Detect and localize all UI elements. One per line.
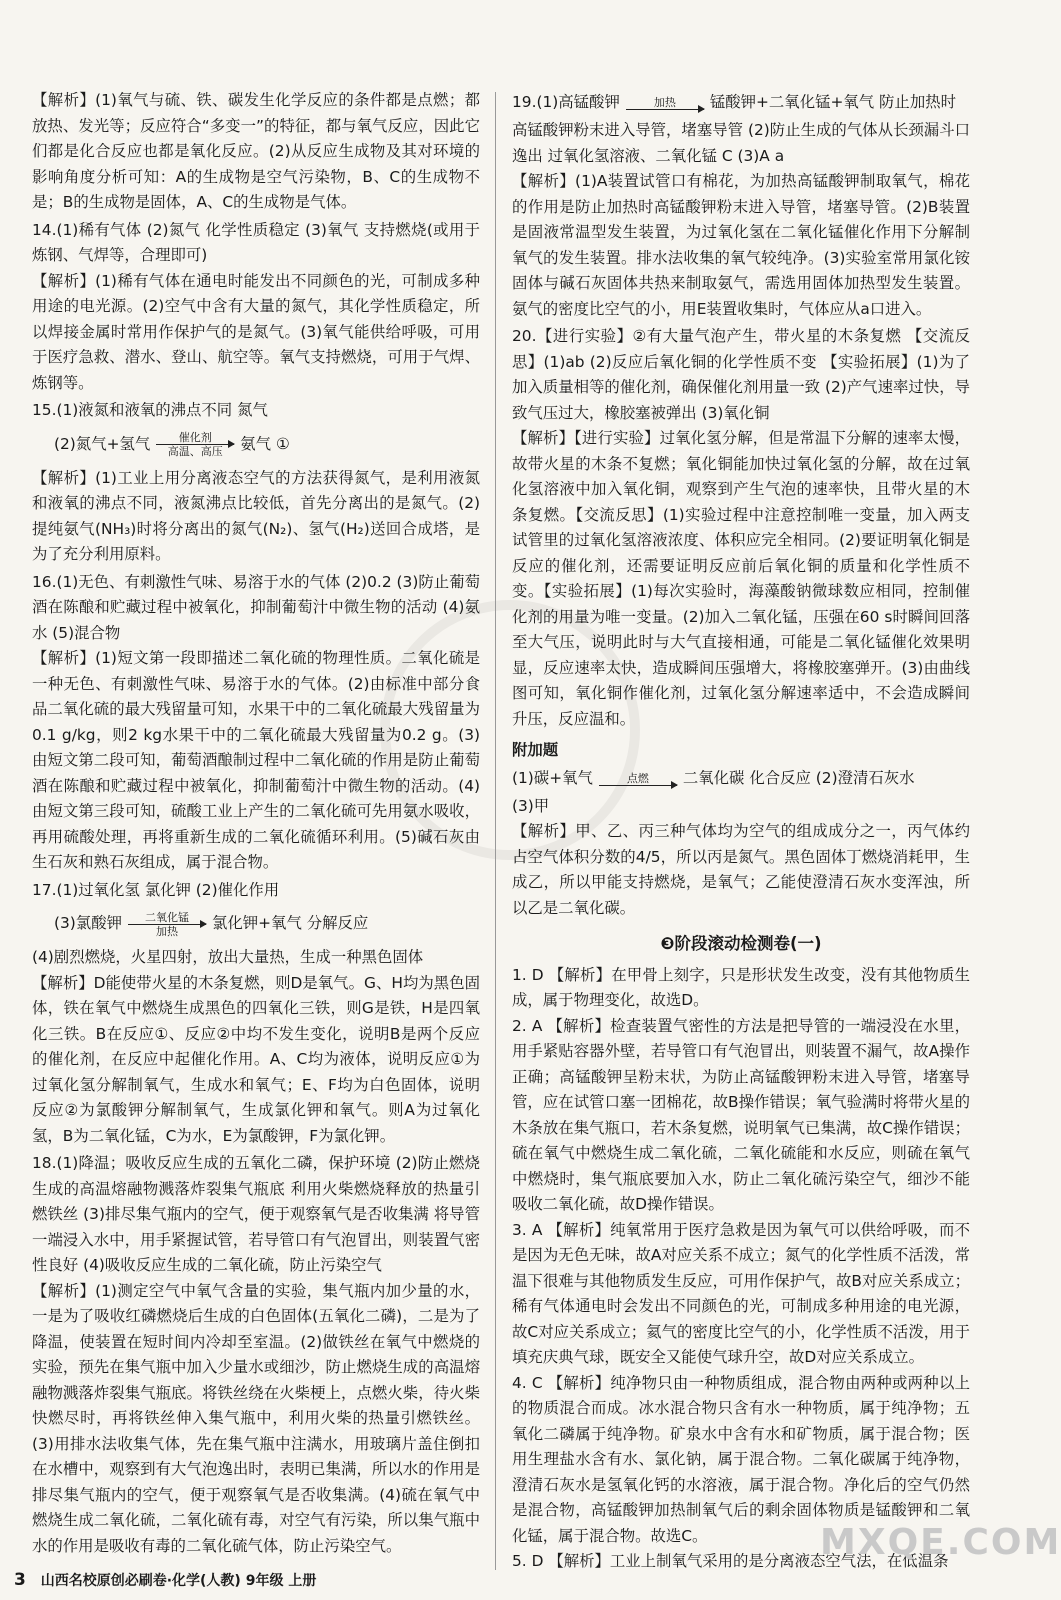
analysis-20: 【解析】【进行实验】过氧化氢分解，但是常温下分解的速率太慢，故带火星的木条不复燃；氧化铜能加快过氧化氢的分解，故在过氧化氢溶液中加入氧化铜，观察到产生气泡的速率快，且带火星的木条复燃。【交流反思】(1)实验过程中注意控制唯一变量，加入两支试管里的过氧化氢溶液浓度、体积应完全相同。(2)要证明氧化铜是反应的催化剂，还需要证明反应前后氧化铜的质量和化学性质不变。【实验拓展】(1)每次实验时，海藻酸钠微球数应相同，控制催化剂的用量为唯一变量。(2)加入二氧化锰，压强在60 s时瞬间回落至大气压，说明此时与大气直接相通，可能是二氧化锰催化效果明显，反应速率太快，造成瞬间压强增大，将橡胶塞弹开。(3)由曲线图可知，氧化铜作催化剂，过氧化氢分解速率适中，不会造成瞬间升压，反应温和。 xyxy=(512,429,970,728)
right-column xyxy=(512,88,970,1575)
answer-17: 17.(1)过氧化氢 氯化钾 (2)催化作用 xyxy=(32,880,280,899)
equation-17 xyxy=(32,903,480,945)
arrow-top-label: 加热 xyxy=(653,96,676,109)
equation-19 xyxy=(512,88,970,118)
answer-1: 1. D 【解析】在甲骨上刻字，只是形状发生改变，没有其他物质生成，属于物理变化，故选D。 xyxy=(512,965,970,1009)
reaction-arrow xyxy=(156,431,234,458)
column-divider xyxy=(495,92,496,1570)
reaction-arrow xyxy=(626,96,704,110)
reaction-arrow xyxy=(599,772,677,786)
extra-question-title: 附加题 xyxy=(512,741,559,759)
reaction-arrow xyxy=(128,911,206,938)
eq-reactants: 19.(1)高锰酸钾 xyxy=(512,93,620,112)
site-watermark: MXQE.COM xyxy=(820,1522,1061,1563)
answer-19: 高锰酸钾粉末进入导管，堵塞导管 (2)防止生成的气体从长颈漏斗口逸出 过氧化氢溶液、二氧化锰 C (3)A a xyxy=(512,121,970,165)
analysis-15: 【解析】(1)工业上用分离液态空气的方法获得氮气，是利用液氮和液氧的沸点不同，液氮沸点比较低，首先分离出的是氮气。(2)提纯氨气(NH₃)时将分离出的氮气(N₂)、氢气(H₂)送回合成塔，是为了充分利用原料。 xyxy=(32,468,480,563)
answer-14: 14.(1)稀有气体 (2)氮气 化学性质稳定 (3)氧气 支持燃烧(或用于炼钢、气焊等，合理即可) xyxy=(32,220,480,264)
arrow-top-label: 二氧化锰 xyxy=(144,910,189,924)
page-footer xyxy=(14,1568,316,1595)
answer-2: 2. A 【解析】检查装置气密性的方法是把导管的一端浸没在水里，用手紧贴容器外壁，若导管口有气泡冒出，则装置不漏气，故A操作正确；高锰酸钾呈粉末状，为防止高锰酸钾粉末进入导管，堵塞导管，应在试管口塞一团棉花，故B操作错误；氧气验满时将带火星的木条放在集气瓶口，若木条复燃，说明氧气已集满，故C操作错误；硫在氧气中燃烧生成二氧化硫，二氧化硫能和水反应，则硫在氧气中燃烧时，集气瓶底要加入水，防止二氧化硫污染空气，细沙不能吸收二氧化硫，故D操作错误。 xyxy=(512,1016,970,1213)
answer-extra: (3)甲 xyxy=(512,796,550,815)
answer-5: 5. D 【解析】工业上制氧气采用的是分离液态空气法，在低温条 xyxy=(512,1552,949,1570)
eq-products: 氯化钾+氧气 分解反应 xyxy=(211,914,369,933)
answer-18: 18.(1)降温；吸收反应生成的五氧化二磷，保护环境 (2)防止燃烧生成的高温熔融物溅落炸裂集气瓶底 利用火柴燃烧释放的热量引燃铁丝 (3)排尽集气瓶内的空气，便于观察氧气是否收集满 将导管一端浸入水中，用手紧握试管，若导管口有气泡冒出，则装置气密性良好 (4)吸收反应生成的二氧化硫，防止污染空气 xyxy=(32,1154,480,1274)
analysis-17: 【解析】D能使带火星的木条复燃，则D是氧气。G、H均为黑色固体，铁在氧气中燃烧生成黑色的四氧化三铁，则G是铁，H是四氧化三铁。B在反应①、反应②中均不发生变化，说明B是两个反应的催化剂，在反应中起催化作用。A、C均为液体，说明反应①为过氧化氢分解制氧气，生成水和氧气；E、F均为白色固体，说明反应②为氯酸钾分解制氧气，生成氯化钾和氧气。则A为过氧化氢，B为二氧化锰，C为水，E为氯酸钾，F为氯化钾。 xyxy=(32,973,480,1145)
analysis-16: 【解析】(1)短文第一段即描述二氧化硫的物理性质。二氧化硫是一种无色、有刺激性气味、易溶于水的气体。(2)由标准中部分食品二氧化硫的最大残留量可知，水果干中的二氧化硫最大残留量为0.1 g/kg，则2 kg水果干中的二氧化硫最大残留量为0.2 g。(3)由短文第二段可知，葡萄酒酿制过程中二氧化硫的作用是防止葡萄酒在陈酿和贮藏过程中被氧化，抑制葡萄汁中微生物的活动。(4)由短文第三段可知，硫酸工业上产生的二氧化硫可先用氨水吸收，再用硫酸处理，再将重新生成的二氧化硫循环利用。(5)碱石灰由生石灰和熟石灰组成，属于混合物。 xyxy=(32,649,480,871)
answer-15: 15.(1)液氮和液氧的沸点不同 氮气 xyxy=(32,401,268,419)
analysis-14: 【解析】(1)稀有气体在通电时能发出不同颜色的光，可制成多种用途的电光源。(2)空气中含有大量的氮气，其化学性质稳定，所以焊接金属时常用作保护气的是氮气。(3)氧气能供给呼吸，可用于医疗急救、潜水、登山、航空等。氧气支持燃烧，可用于气焊、炼钢等。 xyxy=(32,271,480,392)
answer-4: 4. C 【解析】纯净物只由一种物质组成，混合物由两种或两种以上的物质混合而成。冰水混合物只含有水一种物质，属于纯净物；五氧化二磷属于纯净物。矿泉水中含有水和矿物质，属于混合物；医用生理盐水含有水、氯化钠，属于混合物。二氧化碳属于纯净物，澄清石灰水是氢氧化钙的水溶液，属于混合物。净化后的空气仍然是混合物，高锰酸钾加热制氧气后的剩余固体物质是锰酸钾和二氧化锰，属于混合物。故选C。 xyxy=(512,1373,970,1545)
left-column xyxy=(32,88,480,1559)
analysis-19: 【解析】(1)A装置试管口有棉花，为加热高锰酸钾制取氧气，棉花的作用是防止加热时高锰酸钾粉末进入导管，堵塞导管。(2)B装置是固液常温型发生装置，为过氧化氢在二氧化锰催化作用下分解制氧气的发生装置。排水法收集的氧气较纯净。(3)实验室常用氯化铵固体与碱石灰固体共热来制取氨气，需选用固体加热型发生装置。氨气的密度比空气的小，用E装置收集时，气体应从a口进入。 xyxy=(512,172,970,318)
eq-products: 二氧化碳 化合反应 (2)澄清石灰水 xyxy=(682,768,915,787)
answer-3: 3. A 【解析】纯氧常用于医疗急救是因为氧气可以供给呼吸，而不是因为无色无味，故A对应关系不成立；氮气的化学性质不活泼，常温下很难与其他物质发生反应，可用作保护气，故B对应关系成立；稀有气体通电时会发出不同颜色的光，可制成多种用途的电光源，故C对应关系成立；氦气的密度比空气的小，化学性质不活泼，用于填充庆典气球，既安全又能使气球升空，故D对应关系成立。 xyxy=(512,1220,970,1366)
eq-products: 锰酸钾+二氧化锰+氧气 防止加热时 xyxy=(709,93,956,112)
eq-products: 氨气 ① xyxy=(240,434,290,453)
answer-17-part4: (4)剧烈燃烧，火星四射，放出大量热，生成一种黑色固体 xyxy=(32,948,424,966)
arrow-top-label: 点燃 xyxy=(626,771,649,785)
arrow-bottom-label: 加热 xyxy=(155,924,178,938)
eq-reactants: (1)碳+氧气 xyxy=(512,768,593,787)
analysis-13: 【解析】(1)氧气与硫、铁、碳发生化学反应的条件都是点燃；都放热、发光等；反应符合“多变一”的特征，都与氧气反应，因此它们都是化合反应也都是氧化反应。(2)从反应生成物及其对环境的影响角度分析可知：A的生成物是空气污染物，B、C的生成物不是；B的生成物是固体，A、C的生成物是气体。 xyxy=(32,91,480,211)
equation-15 xyxy=(32,424,480,466)
analysis-extra: 【解析】甲、乙、丙三种气体均为空气的组成成分之一，丙气体约占空气体积分数的4/5，所以丙是氮气。黑色固体丁燃烧消耗甲，生成乙，所以甲能支持燃烧，是氧气；乙能使澄清石灰水变浑浊，所以乙是二氧化碳。 xyxy=(512,822,970,917)
arrow-top-label: 催化剂 xyxy=(178,431,212,444)
answer-20: 20.【进行实验】②有大量气泡产生，带火星的木条复燃 【交流反思】(1)ab (2)反应后氧化铜的化学性质不变 【实验拓展】(1)为了加入质量相等的催化剂，确保催化剂用量一致 (2)产气速率过快，导致气压过大，橡胶塞被弹出 (3)氧化铜 xyxy=(512,327,970,422)
answer-16: 16.(1)无色、有刺激性气味、易溶于水的气体 (2)0.2 (3)防止葡萄酒在陈酿和贮藏过程中被氧化，抑制葡萄汁中微生物的活动 (4)氨水 (5)混合物 xyxy=(32,572,480,642)
book-title: 山西名校原创必刷卷·化学(人教) 9年级 上册 xyxy=(40,1573,317,1589)
eq-reactants: (2)氮气+氢气 xyxy=(54,434,151,453)
arrow-bottom-label: 高温、高压 xyxy=(167,445,223,458)
eq-reactants: (3)氯酸钾 xyxy=(54,914,122,933)
section-title: ❸阶段滚动检测卷(一) xyxy=(660,934,822,953)
equation-extra xyxy=(512,764,970,794)
analysis-18: 【解析】(1)测定空气中氧气含量的实验，集气瓶内加少量的水，一是为了吸收红磷燃烧后生成的白色固体(五氧化二磷)，二是为了降温，使装置在短时间内冷却至室温。(2)做铁丝在氧气中燃烧的实验，预先在集气瓶中加入少量水或细沙，防止燃烧生成的高温熔融物溅落炸裂集气瓶底。将铁丝绕在火柴梗上，点燃火柴，待火柴快燃尽时，再将铁丝伸入集气瓶中，利用火柴的热量引燃铁丝。(3)用排水法收集气体，先在集气瓶中注满水，用玻璃片盖住倒扣在水槽中，观察到有大气泡逸出时，表明已集满，所以水的作用是排尽集气瓶内的空气，便于观察氧气是否收集满。(4)硫在氧气中燃烧生成二氧化硫，二氧化硫有毒，对空气有污染，所以集气瓶中水的作用是吸收有毒的二氧化硫气体，防止污染空气。 xyxy=(32,1281,480,1555)
page-number: 3 xyxy=(14,1570,26,1590)
